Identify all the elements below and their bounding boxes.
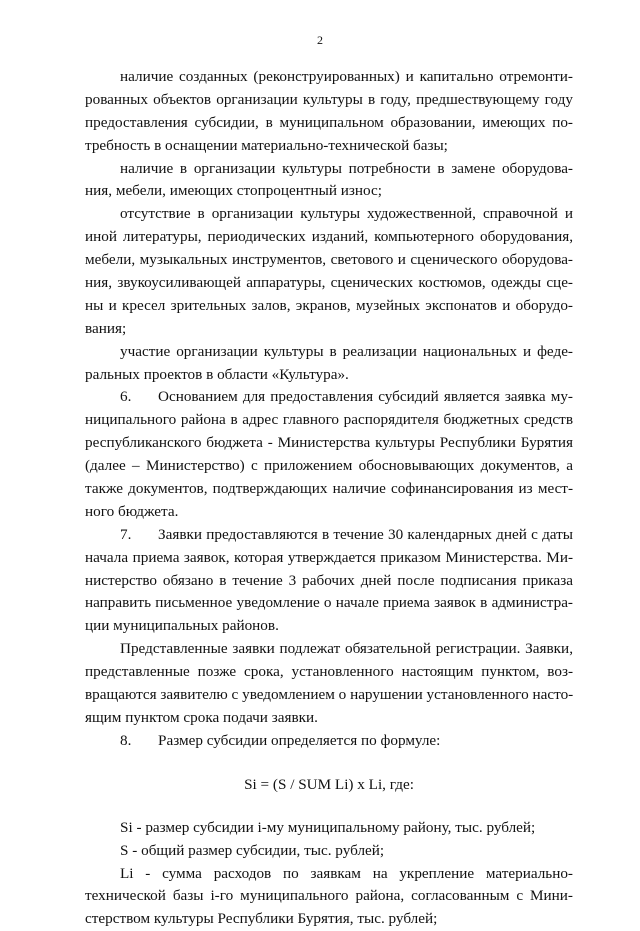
paragraph-equipment-replacement	[85, 158, 573, 204]
paragraph-item-6	[85, 386, 573, 523]
text-line: технической базы i-го муниципального района, согласованным с Мини-	[85, 887, 573, 905]
text-line: ны и кресел зрительных залов, экранов, музейных экспонатов и оборудо-	[85, 296, 573, 314]
text-line: ния, мебели, имеющих стопроцентный износ;	[85, 182, 382, 200]
text-line: наличие в организации культуры потребности в замене оборудова-	[120, 159, 573, 177]
paragraph-item-8	[85, 730, 573, 753]
item-number: 6.	[120, 388, 132, 406]
text-line: нистерство обязано в течение 3 рабочих дней после подписания приказа	[85, 571, 573, 589]
text-line: Основанием для предоставления субсидий является заявка му-	[158, 388, 573, 406]
paragraph-registration	[85, 638, 573, 730]
text-line: республиканского бюджета - Министерства культуры Республики Бурятия	[85, 434, 573, 452]
text-line: требность в оснащении материально-технической базы;	[85, 136, 448, 154]
text-line: Si - размер субсидии i-му муниципальному району, тыс. рублей;	[120, 818, 536, 836]
page-number: 2	[317, 33, 323, 47]
text-line: Li - сумма расходов по заявкам на укрепление материально-	[120, 864, 573, 882]
document-body	[85, 66, 573, 931]
text-line: вращаются заявителю с уведомлением о нарушении установленного насто-	[85, 686, 574, 704]
text-line: наличие созданных (реконструированных) и капитально отремонти-	[120, 68, 573, 85]
text-line: стерством культуры Республики Бурятия, тыс. рублей;	[85, 910, 438, 928]
text-line: отсутствие в организации культуры художественной, справочной и	[120, 205, 573, 223]
text-line: мебели, музыкальных инструментов, светового и сценического оборудова-	[85, 251, 573, 269]
numbered-line	[85, 730, 573, 753]
text-line: ральных проектов в области «Культура».	[85, 365, 349, 383]
text-line: представленные позже срока, установленного настоящим пунктом, воз-	[85, 663, 573, 681]
text-line: предоставления субсидии, в муниципальном образовании, имеющих по-	[85, 113, 573, 131]
text-line: вания;	[85, 319, 127, 337]
text-line: Размер субсидии определяется по формуле:	[158, 731, 441, 749]
text-line: иной литературы, периодических изданий, компьютерного оборудования,	[85, 228, 573, 246]
text-line: ния, звукоусиливающей аппаратуры, сценических костюмов, одежды сце-	[85, 274, 573, 292]
paragraph-item-7	[85, 524, 573, 638]
text-line: ниципального района в адрес главного распорядителя бюджетных средств	[85, 411, 573, 429]
text-line: Заявки предоставляются в течение 30 календарных дней с даты	[158, 525, 573, 543]
item-number: 7.	[120, 525, 132, 543]
paragraph-lack-of-resources	[85, 203, 573, 340]
text-line: рованных объектов организации культуры в году, предшествующему году	[85, 90, 573, 108]
numbered-line	[85, 524, 573, 547]
formula: Si = (S / SUM Li) x Li, где:	[244, 775, 414, 793]
text-line: начала приема заявок, которая утверждается приказом Министерства. Ми-	[85, 548, 573, 566]
item-number: 8.	[120, 731, 132, 749]
paragraph-renovated-objects	[85, 66, 573, 158]
text-line: направить письменное уведомление о начале приема заявок в администра-	[85, 594, 573, 612]
text-line: S - общий размер субсидии, тыс. рублей;	[120, 841, 385, 859]
text-line: Представленные заявки подлежат обязательной регистрации. Заявки,	[120, 640, 573, 658]
paragraph-national-projects	[85, 341, 573, 387]
text-line: ного бюджета.	[85, 502, 179, 520]
text-line: также документов, подтверждающих наличие софинансирования из мест-	[85, 480, 573, 498]
text-line: ции муниципальных районов.	[85, 617, 279, 635]
text-line: участие организации культуры в реализации национальных и феде-	[120, 342, 573, 360]
text-line: ящим пунктом срока подачи заявки.	[85, 708, 318, 726]
numbered-line	[85, 386, 573, 409]
paragraph-definitions	[85, 817, 573, 931]
text-line: (далее – Министерство) с приложением обосновывающих документов, а	[85, 457, 573, 475]
